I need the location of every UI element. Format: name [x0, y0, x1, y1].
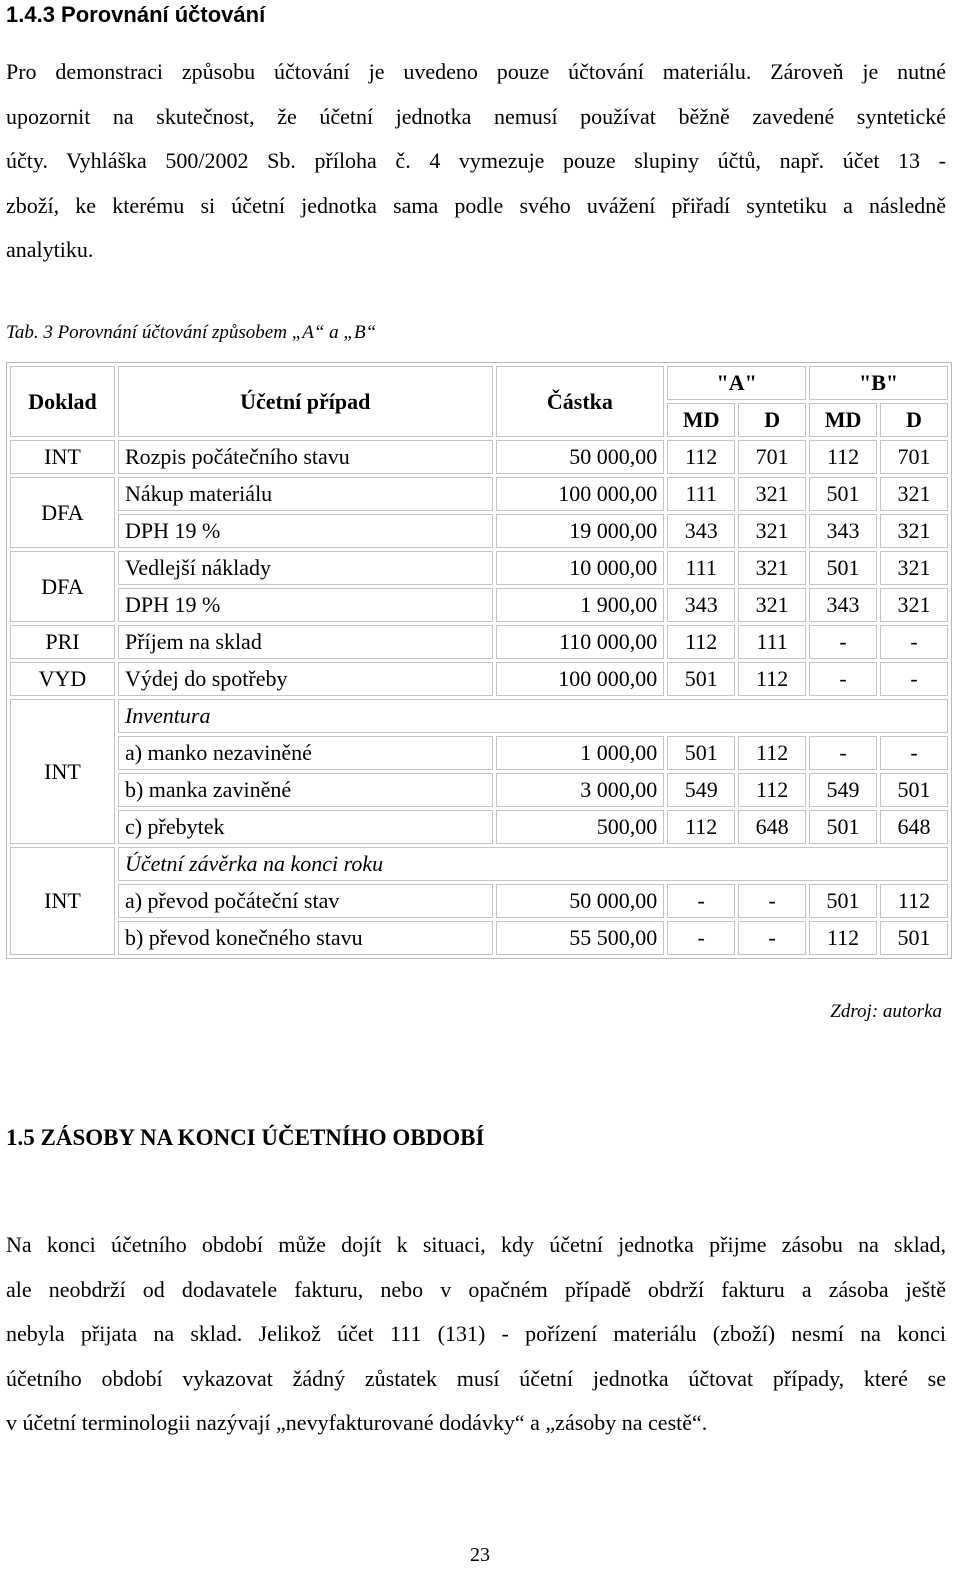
cell-a-d: 321 — [738, 477, 806, 511]
cell-pripad: Rozpis počátečního stavu — [118, 440, 493, 474]
cell-doklad: DFA — [10, 477, 115, 548]
cell-pripad: b) převod konečného stavu — [118, 921, 493, 955]
cell-a-d: - — [738, 921, 806, 955]
cell-a-md: 501 — [667, 736, 735, 770]
table-row — [10, 884, 948, 918]
cell-castka: 10 000,00 — [496, 551, 665, 585]
cell-b-md: 112 — [809, 440, 877, 474]
header-b-d: D — [880, 403, 948, 437]
cell-a-d: 112 — [738, 662, 806, 696]
table-row — [10, 514, 948, 548]
body-line: nebyla přijata na sklad. Jelikož účet 111 (131) - pořízení materiálu (zboží) nesmí na konci — [6, 1321, 946, 1346]
page-number: 23 — [470, 1544, 490, 1566]
cell-b-d: 321 — [880, 588, 948, 622]
cell-doklad: INT — [10, 699, 115, 844]
header-castka: Částka — [496, 366, 665, 437]
body-line: účetního období vykazovat žádný zůstatek musí účetní jednotka účtovat případy, které se — [6, 1365, 946, 1391]
intro-line: upozornit na skutečnost, že účetní jednotka nemusí používat běžně zavedené syntetické — [6, 103, 946, 129]
table-row — [10, 736, 948, 770]
cell-b-md: 343 — [809, 588, 877, 622]
cell-pripad: Vedlejší náklady — [118, 551, 493, 585]
header-b-md: MD — [809, 403, 877, 437]
cell-b-md: 343 — [809, 514, 877, 548]
cell-a-d: 701 — [738, 440, 806, 474]
table-row — [10, 625, 948, 659]
cell-a-d: 112 — [738, 736, 806, 770]
cell-a-md: 112 — [667, 625, 735, 659]
cell-b-md: - — [809, 625, 877, 659]
table-row — [10, 477, 948, 511]
table-row — [10, 810, 948, 844]
header-a-md: MD — [667, 403, 735, 437]
intro-line: Pro demonstraci způsobu účtování je uvedeno pouze účtování materiálu. Zároveň je nutné — [6, 59, 946, 84]
cell-pripad: Nákup materiálu — [118, 477, 493, 511]
cell-castka: 100 000,00 — [496, 662, 665, 696]
header-a-d: D — [738, 403, 806, 437]
cell-b-md: 501 — [809, 477, 877, 511]
table-header-row — [10, 366, 948, 400]
cell-castka: 50 000,00 — [496, 884, 665, 918]
cell-pripad: Příjem na sklad — [118, 625, 493, 659]
cell-b-d: - — [880, 662, 948, 696]
cell-castka: 19 000,00 — [496, 514, 665, 548]
cell-b-d: 648 — [880, 810, 948, 844]
cell-pripad: a) převod počáteční stav — [118, 884, 493, 918]
table-source: Zdroj: autorka — [830, 1001, 942, 1022]
cell-b-md: - — [809, 662, 877, 696]
cell-b-d: 701 — [880, 440, 948, 474]
table-row — [10, 551, 948, 585]
intro-line: účty. Vyhláška 500/2002 Sb. příloha č. 4 vymezuje pouze slupiny účtů, např. účet 13 - — [6, 148, 946, 173]
cell-group-label: Inventura — [118, 699, 948, 733]
body-line: v účetní terminologii nazývají „nevyfakturované dodávky“ a „zásoby na cestě“. — [6, 1410, 708, 1435]
cell-pripad: DPH 19 % — [118, 514, 493, 548]
cell-pripad: DPH 19 % — [118, 588, 493, 622]
table-row — [10, 847, 948, 881]
cell-a-d: 321 — [738, 514, 806, 548]
cell-b-md: 501 — [809, 810, 877, 844]
body-line: Na konci účetního období může dojít k situaci, kdy účetní jednotka přijme zásobu na sklad, — [6, 1232, 946, 1257]
body-line: ale neobdrží od dodavatele fakturu, nebo v opačném případě obdrží fakturu a zásoba ještě — [6, 1276, 946, 1302]
table-row — [10, 662, 948, 696]
header-doklad: Doklad — [10, 366, 115, 437]
cell-castka: 3 000,00 — [496, 773, 665, 807]
cell-a-md: 501 — [667, 662, 735, 696]
cell-b-md: 501 — [809, 551, 877, 585]
cell-b-d: 321 — [880, 551, 948, 585]
cell-b-md: - — [809, 736, 877, 770]
cell-pripad: Výdej do spotřeby — [118, 662, 493, 696]
table-row — [10, 921, 948, 955]
cell-pripad: b) manka zaviněné — [118, 773, 493, 807]
cell-a-md: 111 — [667, 551, 735, 585]
cell-a-d: 321 — [738, 588, 806, 622]
cell-a-md: 343 — [667, 588, 735, 622]
cell-a-md: 112 — [667, 440, 735, 474]
cell-a-d: 112 — [738, 773, 806, 807]
cell-castka: 50 000,00 — [496, 440, 665, 474]
cell-b-d: 112 — [880, 884, 948, 918]
table-row — [10, 773, 948, 807]
intro-paragraph — [6, 50, 946, 273]
cell-a-d: 111 — [738, 625, 806, 659]
cell-doklad: VYD — [10, 662, 115, 696]
header-group-a: "A" — [667, 366, 806, 400]
cell-a-md: - — [667, 921, 735, 955]
header-ucetni-pripad: Účetní případ — [118, 366, 493, 437]
cell-b-md: 112 — [809, 921, 877, 955]
body-paragraph — [6, 1223, 946, 1446]
cell-a-md: 112 — [667, 810, 735, 844]
cell-b-d: 321 — [880, 477, 948, 511]
cell-doklad: INT — [10, 847, 115, 955]
chapter-heading: 1.5 ZÁSOBY NA KONCI ÚČETNÍHO OBDOBÍ — [6, 1125, 485, 1150]
cell-a-d: 648 — [738, 810, 806, 844]
comparison-table — [6, 362, 952, 959]
cell-castka: 1 000,00 — [496, 736, 665, 770]
cell-b-md: 501 — [809, 884, 877, 918]
cell-pripad: c) přebytek — [118, 810, 493, 844]
cell-doklad: PRI — [10, 625, 115, 659]
cell-a-d: 321 — [738, 551, 806, 585]
cell-a-md: 549 — [667, 773, 735, 807]
section-heading: 1.4.3 Porovnání účtování — [6, 2, 266, 27]
table-row — [10, 440, 948, 474]
cell-a-md: 111 — [667, 477, 735, 511]
table-caption: Tab. 3 Porovnání účtování způsobem „A“ a „B“ — [6, 322, 377, 343]
cell-castka: 55 500,00 — [496, 921, 665, 955]
cell-b-d: 501 — [880, 773, 948, 807]
cell-b-d: 321 — [880, 514, 948, 548]
intro-line: zboží, ke kterému si účetní jednotka sama podle svého uvážení přiřadí syntetiku a následně — [6, 192, 946, 218]
cell-pripad: a) manko nezaviněné — [118, 736, 493, 770]
cell-b-d: - — [880, 625, 948, 659]
cell-a-md: - — [667, 884, 735, 918]
cell-doklad: DFA — [10, 551, 115, 622]
cell-b-d: 501 — [880, 921, 948, 955]
cell-doklad: INT — [10, 440, 115, 474]
table-row — [10, 588, 948, 622]
cell-a-md: 343 — [667, 514, 735, 548]
table-row — [10, 699, 948, 733]
cell-b-d: - — [880, 736, 948, 770]
cell-castka: 500,00 — [496, 810, 665, 844]
cell-b-md: 549 — [809, 773, 877, 807]
header-group-b: "B" — [809, 366, 948, 400]
cell-castka: 1 900,00 — [496, 588, 665, 622]
intro-line: analytiku. — [6, 237, 94, 262]
cell-group-label: Účetní závěrka na konci roku — [118, 847, 948, 881]
cell-castka: 110 000,00 — [496, 625, 665, 659]
cell-a-d: - — [738, 884, 806, 918]
cell-castka: 100 000,00 — [496, 477, 665, 511]
